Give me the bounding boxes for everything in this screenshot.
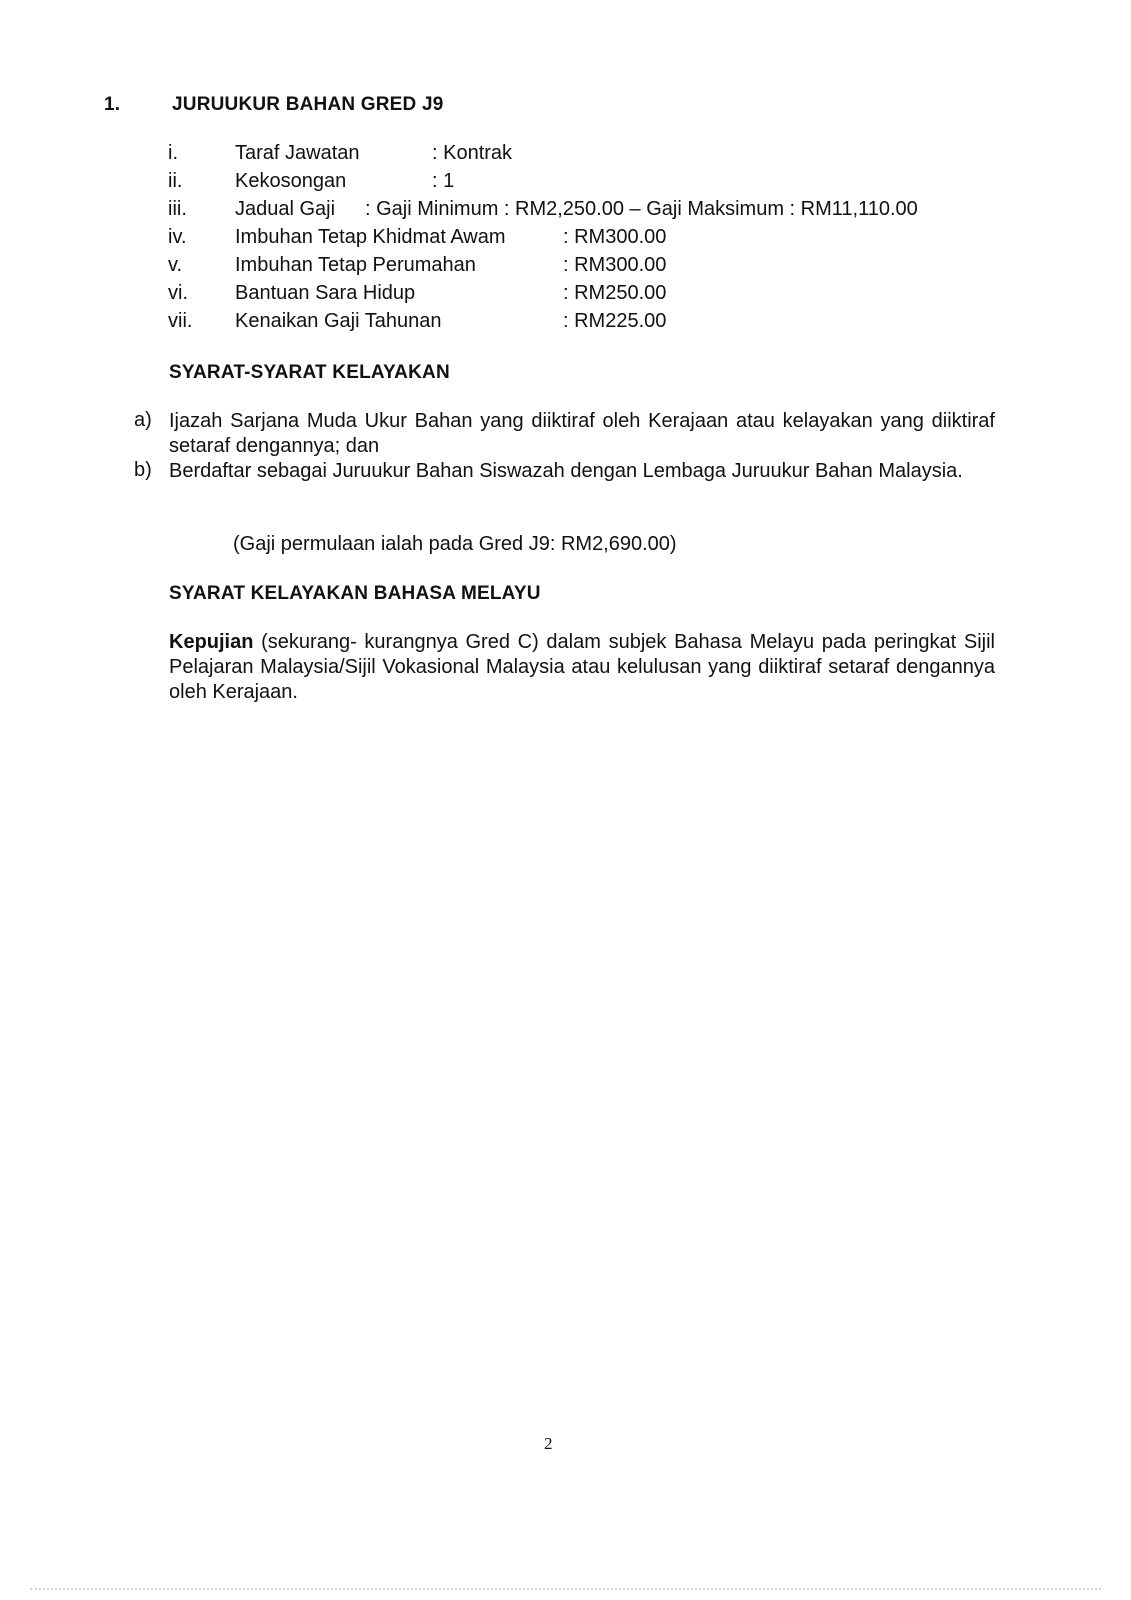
qualification-text: Ijazah Sarjana Muda Ukur Bahan yang diiktiraf oleh Kerajaan atau kelayakan yang diiktiraf setaraf dengannya; dan [169,410,995,457]
detail-label: Imbuhan Tetap Perumahan [235,254,476,276]
malay-language-text: (sekurang- kurangnya Gred C) dalam subjek Bahasa Melayu pada peringkat Sijil Pelajaran Malaysia/Sijil Vokasional Malaysia atau kelulusan yang diiktiraf setaraf dengannya oleh Kerajaan. [169,631,995,703]
detail-label: Imbuhan Tetap Khidmat Awam [235,226,506,248]
page-number: 2 [544,1434,553,1453]
qualification-marker: b) [134,459,152,481]
detail-label: Jadual Gaji [235,198,336,220]
detail-numeral: iv. [168,226,187,248]
detail-value: : RM300.00 [563,226,667,248]
detail-label: Taraf Jawatan [235,142,360,164]
qualification-text: Berdaftar sebagai Juruukur Bahan Siswazah dengan Lembaga Juruukur Bahan Malaysia. [169,460,963,482]
qualification-marker: a) [134,409,152,431]
detail-value: : Kontrak [432,142,513,164]
detail-value: : RM225.00 [563,310,667,332]
section-number: 1. [104,94,121,115]
detail-label: Kenaikan Gaji Tahunan [235,310,442,332]
qualifications-heading: SYARAT-SYARAT KELAYAKAN [169,362,450,383]
malay-language-paragraph [169,630,995,705]
detail-value: : 1 [432,170,455,192]
detail-numeral: iii. [168,198,187,220]
detail-label: Bantuan Sara Hidup [235,282,416,304]
section-title: JURUUKUR BAHAN GRED J9 [172,94,444,115]
scan-edge-divider [30,1588,1101,1590]
starting-salary-note: (Gaji permulaan ialah pada Gred J9: RM2,690.00) [233,533,677,555]
detail-numeral: v. [168,254,183,276]
detail-numeral: vii. [168,310,193,332]
detail-value: : Gaji Minimum : RM2,250.00 – Gaji Maksimum : RM11,110.00 [365,198,918,220]
malay-language-bold-lead: Kepujian [169,631,254,653]
malay-language-heading: SYARAT KELAYAKAN BAHASA MELAYU [169,583,541,604]
detail-numeral: ii. [168,170,183,192]
detail-label: Kekosongan [235,170,347,192]
detail-value: : RM300.00 [563,254,667,276]
detail-value: : RM250.00 [563,282,667,304]
detail-numeral: vi. [168,282,188,304]
detail-numeral: i. [168,142,178,164]
